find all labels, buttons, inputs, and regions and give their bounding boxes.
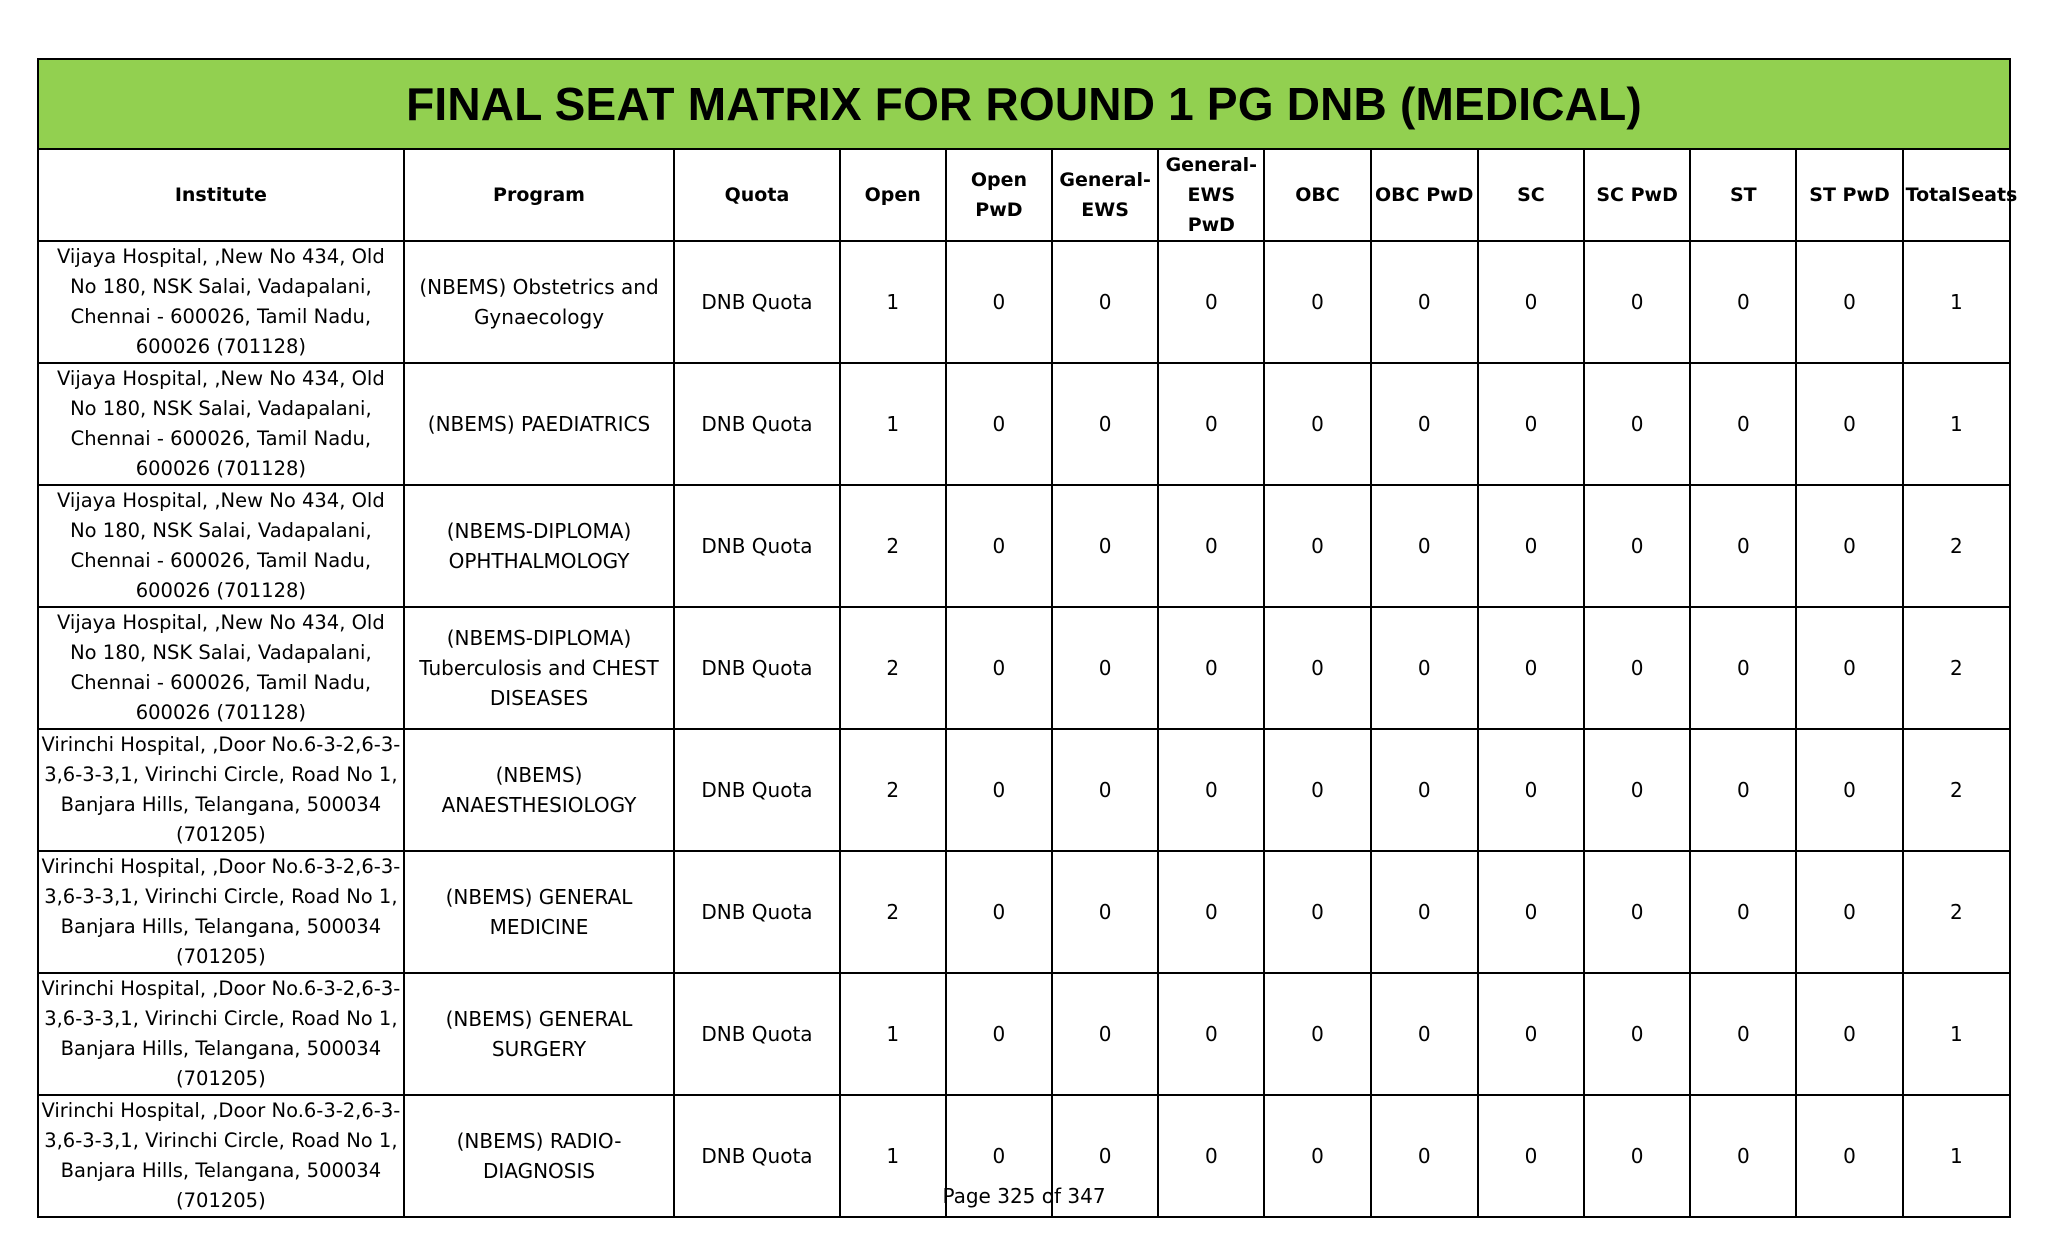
general-ews-cell: 0 <box>1052 851 1158 973</box>
sc-pwd-cell: 0 <box>1584 729 1690 851</box>
sc-cell: 0 <box>1478 241 1584 363</box>
sc-pwd-cell: 0 <box>1584 485 1690 607</box>
institute-cell: Virinchi Hospital, ,Door No.6-3-2,6-3-3,6-3-3,1, Virinchi Circle, Road No 1, Banjara Hills, Telangana, 500034 (701205) <box>38 1095 404 1217</box>
column-header-open-pwd: Open PwD <box>946 149 1052 241</box>
general-ews-cell: 0 <box>1052 607 1158 729</box>
quota-cell: DNB Quota <box>674 485 839 607</box>
total-seats-cell: 1 <box>1903 973 2010 1095</box>
sc-cell: 0 <box>1478 851 1584 973</box>
title-row <box>38 59 2010 149</box>
obc-cell: 0 <box>1264 729 1370 851</box>
column-header-program: Program <box>404 149 675 241</box>
obc-cell: 0 <box>1264 1095 1370 1217</box>
column-header-sc: SC <box>1478 149 1584 241</box>
total-seats-cell: 1 <box>1903 1095 2010 1217</box>
program-cell: (NBEMS) RADIO-DIAGNOSIS <box>404 1095 675 1217</box>
institute-cell: Virinchi Hospital, ,Door No.6-3-2,6-3-3,6-3-3,1, Virinchi Circle, Road No 1, Banjara Hills, Telangana, 500034 (701205) <box>38 729 404 851</box>
open-pwd-cell: 0 <box>946 363 1052 485</box>
column-header-st: ST <box>1690 149 1796 241</box>
open-pwd-cell: 0 <box>946 607 1052 729</box>
general-ews-pwd-cell: 0 <box>1158 607 1264 729</box>
open-cell: 2 <box>840 607 946 729</box>
general-ews-cell: 0 <box>1052 729 1158 851</box>
total-seats-cell: 1 <box>1903 241 2010 363</box>
open-cell: 1 <box>840 973 946 1095</box>
column-header-obc-pwd: OBC PwD <box>1371 149 1478 241</box>
open-pwd-cell: 0 <box>946 729 1052 851</box>
general-ews-pwd-cell: 0 <box>1158 973 1264 1095</box>
table-row <box>38 607 2010 729</box>
total-seats-cell: 2 <box>1903 607 2010 729</box>
table-row <box>38 363 2010 485</box>
open-pwd-cell: 0 <box>946 1095 1052 1217</box>
obc-pwd-cell: 0 <box>1371 363 1478 485</box>
column-header-institute: Institute <box>38 149 404 241</box>
table-row <box>38 973 2010 1095</box>
general-ews-cell: 0 <box>1052 241 1158 363</box>
column-header-open: Open <box>840 149 946 241</box>
st-cell: 0 <box>1690 1095 1796 1217</box>
st-cell: 0 <box>1690 973 1796 1095</box>
seat-matrix-sheet <box>37 58 2018 1218</box>
st-cell: 0 <box>1690 485 1796 607</box>
header-row <box>38 149 2010 241</box>
sc-cell: 0 <box>1478 1095 1584 1217</box>
quota-cell: DNB Quota <box>674 241 839 363</box>
obc-pwd-cell: 0 <box>1371 241 1478 363</box>
open-pwd-cell: 0 <box>946 485 1052 607</box>
program-cell: (NBEMS) ANAESTHESIOLOGY <box>404 729 675 851</box>
obc-pwd-cell: 0 <box>1371 1095 1478 1217</box>
st-pwd-cell: 0 <box>1796 241 1902 363</box>
sc-cell: 0 <box>1478 485 1584 607</box>
general-ews-pwd-cell: 0 <box>1158 851 1264 973</box>
st-cell: 0 <box>1690 363 1796 485</box>
obc-pwd-cell: 0 <box>1371 607 1478 729</box>
table-row <box>38 485 2010 607</box>
general-ews-pwd-cell: 0 <box>1158 241 1264 363</box>
general-ews-pwd-cell: 0 <box>1158 485 1264 607</box>
total-seats-cell: 2 <box>1903 729 2010 851</box>
sc-pwd-cell: 0 <box>1584 607 1690 729</box>
st-pwd-cell: 0 <box>1796 851 1902 973</box>
st-pwd-cell: 0 <box>1796 1095 1902 1217</box>
sc-pwd-cell: 0 <box>1584 1095 1690 1217</box>
total-seats-cell: 2 <box>1903 485 2010 607</box>
quota-cell: DNB Quota <box>674 1095 839 1217</box>
general-ews-cell: 0 <box>1052 363 1158 485</box>
open-cell: 1 <box>840 241 946 363</box>
obc-pwd-cell: 0 <box>1371 851 1478 973</box>
program-cell: (NBEMS) GENERAL MEDICINE <box>404 851 675 973</box>
sc-pwd-cell: 0 <box>1584 241 1690 363</box>
st-pwd-cell: 0 <box>1796 363 1902 485</box>
sc-cell: 0 <box>1478 607 1584 729</box>
general-ews-cell: 0 <box>1052 485 1158 607</box>
st-cell: 0 <box>1690 241 1796 363</box>
general-ews-pwd-cell: 0 <box>1158 729 1264 851</box>
general-ews-pwd-cell: 0 <box>1158 363 1264 485</box>
open-pwd-cell: 0 <box>946 241 1052 363</box>
column-header-general-ews: General-EWS <box>1052 149 1158 241</box>
institute-cell: Vijaya Hospital, ,New No 434, Old No 180, NSK Salai, Vadapalani, Chennai - 600026, Tamil Nadu, 600026 (701128) <box>38 485 404 607</box>
quota-cell: DNB Quota <box>674 363 839 485</box>
open-cell: 2 <box>840 485 946 607</box>
obc-cell: 0 <box>1264 973 1370 1095</box>
general-ews-cell: 0 <box>1052 1095 1158 1217</box>
quota-cell: DNB Quota <box>674 973 839 1095</box>
open-pwd-cell: 0 <box>946 973 1052 1095</box>
quota-cell: DNB Quota <box>674 851 839 973</box>
open-cell: 1 <box>840 363 946 485</box>
obc-cell: 0 <box>1264 363 1370 485</box>
column-header-sc-pwd: SC PwD <box>1584 149 1690 241</box>
obc-cell: 0 <box>1264 607 1370 729</box>
open-pwd-cell: 0 <box>946 851 1052 973</box>
sc-cell: 0 <box>1478 729 1584 851</box>
obc-pwd-cell: 0 <box>1371 485 1478 607</box>
column-header-st-pwd: ST PwD <box>1796 149 1902 241</box>
page-number: Page 325 of 347 <box>942 1184 1106 1208</box>
institute-cell: Virinchi Hospital, ,Door No.6-3-2,6-3-3,6-3-3,1, Virinchi Circle, Road No 1, Banjara Hills, Telangana, 500034 (701205) <box>38 973 404 1095</box>
institute-cell: Vijaya Hospital, ,New No 434, Old No 180, NSK Salai, Vadapalani, Chennai - 600026, Tamil Nadu, 600026 (701128) <box>38 607 404 729</box>
seat-matrix-table <box>37 58 2018 1218</box>
column-header-obc: OBC <box>1264 149 1370 241</box>
program-cell: (NBEMS) PAEDIATRICS <box>404 363 675 485</box>
sc-pwd-cell: 0 <box>1584 851 1690 973</box>
open-cell: 2 <box>840 851 946 973</box>
program-cell: (NBEMS-DIPLOMA) Tuberculosis and CHEST DISEASES <box>404 607 675 729</box>
quota-cell: DNB Quota <box>674 729 839 851</box>
total-seats-cell: 1 <box>1903 363 2010 485</box>
sc-pwd-cell: 0 <box>1584 363 1690 485</box>
st-pwd-cell: 0 <box>1796 485 1902 607</box>
quota-cell: DNB Quota <box>674 607 839 729</box>
st-pwd-cell: 0 <box>1796 729 1902 851</box>
obc-cell: 0 <box>1264 241 1370 363</box>
program-cell: (NBEMS-DIPLOMA) OPHTHALMOLOGY <box>404 485 675 607</box>
obc-pwd-cell: 0 <box>1371 973 1478 1095</box>
column-header-quota: Quota <box>674 149 839 241</box>
st-cell: 0 <box>1690 607 1796 729</box>
institute-cell: Vijaya Hospital, ,New No 434, Old No 180, NSK Salai, Vadapalani, Chennai - 600026, Tamil Nadu, 600026 (701128) <box>38 241 404 363</box>
column-header-general-ews-pwd: General-EWS PwD <box>1158 149 1264 241</box>
table-row <box>38 729 2010 851</box>
institute-cell: Vijaya Hospital, ,New No 434, Old No 180, NSK Salai, Vadapalani, Chennai - 600026, Tamil Nadu, 600026 (701128) <box>38 363 404 485</box>
page-title: FINAL SEAT MATRIX FOR ROUND 1 PG DNB (MEDICAL) <box>38 59 2010 149</box>
program-cell: (NBEMS) GENERAL SURGERY <box>404 973 675 1095</box>
obc-cell: 0 <box>1264 485 1370 607</box>
institute-cell: Virinchi Hospital, ,Door No.6-3-2,6-3-3,6-3-3,1, Virinchi Circle, Road No 1, Banjara Hills, Telangana, 500034 (701205) <box>38 851 404 973</box>
st-cell: 0 <box>1690 729 1796 851</box>
st-pwd-cell: 0 <box>1796 607 1902 729</box>
open-cell: 2 <box>840 729 946 851</box>
sc-cell: 0 <box>1478 973 1584 1095</box>
table-row <box>38 241 2010 363</box>
total-seats-cell: 2 <box>1903 851 2010 973</box>
table-row <box>38 851 2010 973</box>
sc-cell: 0 <box>1478 363 1584 485</box>
general-ews-pwd-cell: 0 <box>1158 1095 1264 1217</box>
sc-pwd-cell: 0 <box>1584 973 1690 1095</box>
st-pwd-cell: 0 <box>1796 973 1902 1095</box>
general-ews-cell: 0 <box>1052 973 1158 1095</box>
obc-pwd-cell: 0 <box>1371 729 1478 851</box>
open-cell: 1 <box>840 1095 946 1217</box>
st-cell: 0 <box>1690 851 1796 973</box>
program-cell: (NBEMS) Obstetrics and Gynaecology <box>404 241 675 363</box>
obc-cell: 0 <box>1264 851 1370 973</box>
column-header-total-seats: TotalSeats <box>1903 149 2010 241</box>
